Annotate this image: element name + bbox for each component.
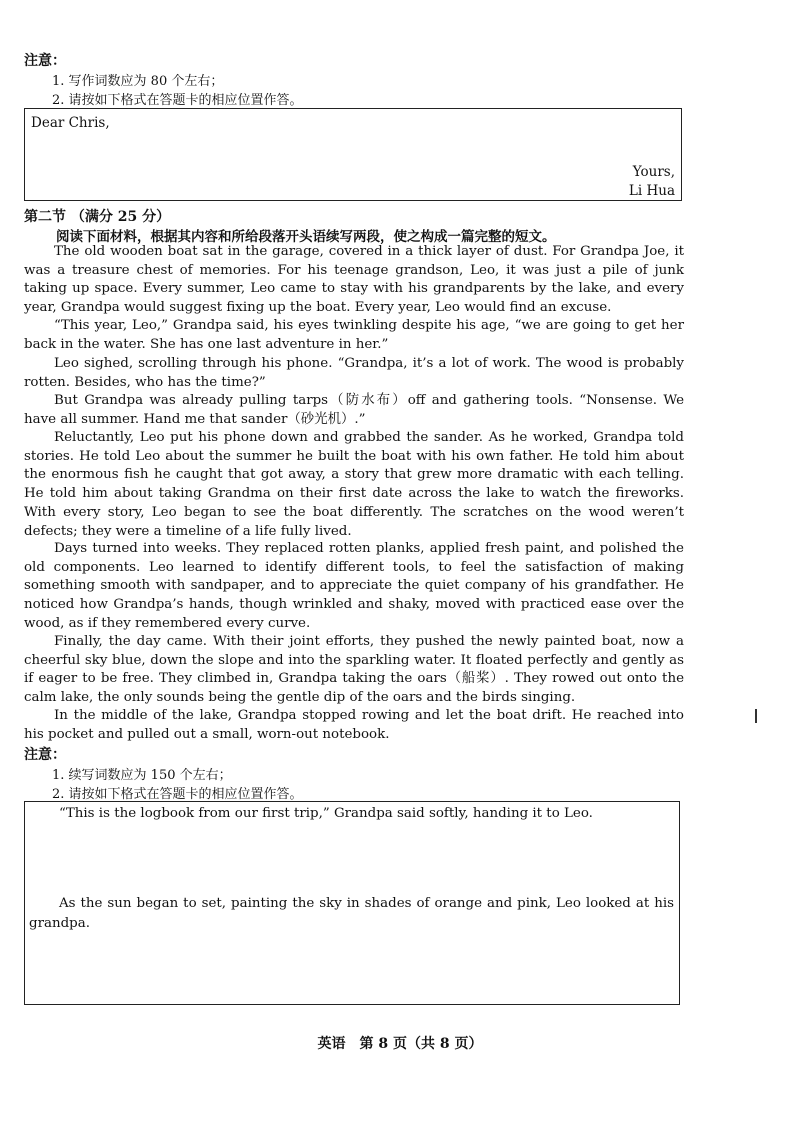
passage-paragraph: Finally, the day came. With their joint efforts, they pushed the newly painted boat, now a cheerful sky blue, down the slope and into the sparkling water. It floated perfectly and gently as if eager to be free. They climbed in, Grandpa taking the oars（船桨）. They rowed out onto the calm lake, the only sounds being the gentle dip of the oars and the birds singing.: [24, 634, 684, 706]
passage-paragraph: Leo sighed, scrolling through his phone. “Grandpa, it’s a lot of work. The wood is probably rotten. Besides, who has the time?”: [24, 356, 684, 390]
section-heading: 第二节 （满分 25 分）: [24, 209, 171, 225]
passage-paragraph: Days turned into weeks. They replaced rotten planks, applied fresh paint, and polished the old components. Leo learned to identify different tools, to feel the satisfaction of making something smooth with sandpaper, and to appreciate the quiet company of his grandfather. He noticed how Grandpa’s hands, though wrinkled and shaky, moved with practiced ease over the wood, as if they remembered every curve.: [24, 541, 684, 631]
note-line: 1. 续写词数应为 150 个左右；: [52, 768, 232, 783]
letter-answer-box: [24, 108, 682, 201]
note-line: 2. 请按如下格式在答题卡的相应位置作答。: [52, 787, 303, 802]
letter-greeting: Dear Chris,: [31, 115, 110, 131]
note-heading: 注意：: [24, 53, 66, 69]
passage-paragraph: “This year, Leo,” Grandpa said, his eyes twinkling despite his age, “we are going to get her back in the water. She has one last adventure in her.”: [24, 318, 684, 352]
continuation-opening-1: “This is the logbook from our first trip,” Grandpa said softly, handing it to Leo.: [59, 806, 593, 821]
passage-paragraph: The old wooden boat sat in the garage, covered in a thick layer of dust. For Grandpa Joe, it was a treasure chest of memories. For his teenage grandson, Leo, it was just a pile of junk taking up space. Every summer, Leo came to stay with his grandparents by the lake, and every year, Grandpa would suggest fixing up the boat. Every year, Leo would find an excuse.: [24, 244, 684, 316]
page-footer: 英语 第 8 页（共 8 页）: [317, 1036, 483, 1052]
letter-closing: Yours,: [632, 164, 675, 180]
letter-signature: Li Hua: [628, 183, 675, 199]
passage-paragraph: But Grandpa was already pulling tarps（防水布）off and gathering tools. “Nonsense. We have all summer. Hand me that sander（砂光机）.”: [24, 393, 684, 427]
margin-mark: [755, 709, 757, 723]
continuation-opening-2: As the sun began to set, painting the sky in shades of orange and pink, Leo looked at his grandpa.: [29, 896, 674, 931]
section-instruction: 阅读下面材料，根据其内容和所给段落开头语续写两段，使之构成一篇完整的短文。: [56, 229, 556, 245]
note-line: 1. 写作词数应为 80 个左右；: [52, 74, 224, 89]
continuation-answer-box: [24, 801, 680, 1005]
passage-paragraph: Reluctantly, Leo put his phone down and grabbed the sander. As he worked, Grandpa told stories. He told Leo about the summer he built the boat with his own father. He told him about the enormous fish he caught that got away, a story that grew more dramatic with each telling. He told him about taking Grandma on their first date across the lake to watch the fireworks. With every story, Leo began to see the boat differently. The scratches on the wood weren’t defects; they were a timeline of a life fully lived.: [24, 430, 684, 539]
passage-paragraph: In the middle of the lake, Grandpa stopped rowing and let the boat drift. He reached into his pocket and pulled out a small, worn-out notebook.: [24, 708, 684, 742]
note-line: 2. 请按如下格式在答题卡的相应位置作答。: [52, 93, 303, 108]
note-heading: 注意：: [24, 747, 66, 763]
